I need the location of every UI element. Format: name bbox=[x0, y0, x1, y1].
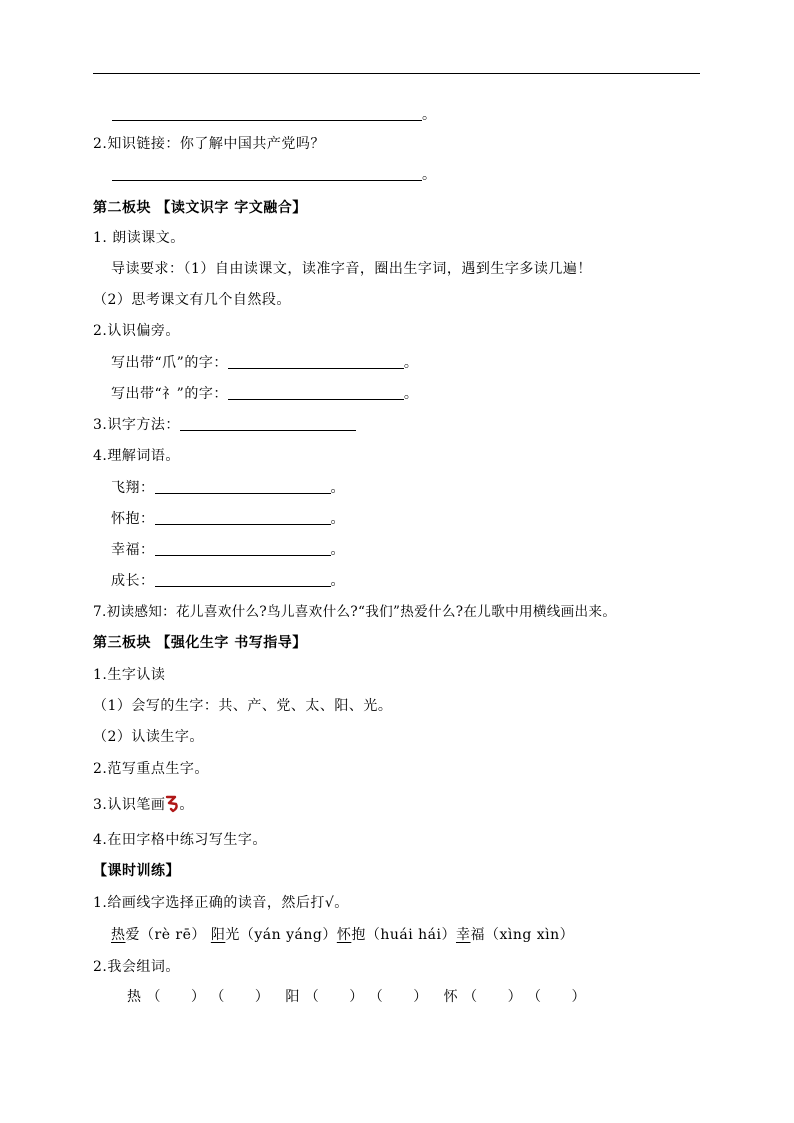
word-label: 怀抱： bbox=[111, 511, 155, 527]
s2-item-2: 2.认识偏旁。 bbox=[93, 323, 180, 339]
period: 。 bbox=[403, 355, 419, 371]
paren-close: ） bbox=[254, 989, 270, 1005]
period: 。 bbox=[422, 167, 437, 183]
answer-blank[interactable] bbox=[228, 385, 404, 400]
paren-open: （ bbox=[304, 989, 320, 1005]
word-row bbox=[111, 572, 345, 590]
answer-line-1 bbox=[112, 106, 437, 124]
s2-item-7: 7.初读感知：花儿喜欢什么?鸟儿喜欢什么?“我们”热爱什么?在儿歌中用横线画出来。 bbox=[93, 604, 617, 620]
answer-blank[interactable] bbox=[155, 479, 331, 494]
radical-prompt: 写出带“爪”的字： bbox=[111, 355, 228, 371]
s2-item-1-requirement: 导读要求：（1）自由读课文，读准字音，圈出生字词，遇到生字多读几遍！ bbox=[111, 261, 592, 277]
pinyin-option[interactable]: 爱（rè rē） bbox=[125, 927, 206, 943]
paren-open: （ bbox=[146, 989, 161, 1005]
pinyin-option[interactable]: 福（xìng xìn） bbox=[470, 927, 575, 943]
answer-blank[interactable] bbox=[155, 572, 331, 587]
answer-blank[interactable] bbox=[112, 166, 422, 181]
period: 。 bbox=[330, 573, 345, 589]
training-title: 【课时训练】 bbox=[93, 863, 180, 879]
section-2-title: 第二板块 【读文识字 字文融合】 bbox=[93, 200, 307, 216]
period: 。 bbox=[422, 107, 437, 123]
question-2: 2.知识链接：你了解中国共产党吗？ bbox=[93, 136, 325, 152]
method-prompt: 3.识字方法： bbox=[93, 417, 180, 433]
word-building-row bbox=[127, 988, 586, 1006]
training-q2: 2.我会组词。 bbox=[93, 959, 180, 975]
base-char: 热 bbox=[127, 989, 142, 1005]
paren-close: ） bbox=[413, 989, 428, 1005]
s3-item-1: 1.生字认读 bbox=[93, 667, 166, 683]
answer-blank[interactable] bbox=[155, 510, 331, 525]
s2-item-3 bbox=[93, 416, 356, 434]
s2-item-1: 1. 朗读课文。 bbox=[93, 230, 185, 246]
word-row bbox=[111, 479, 345, 497]
paren-open: （ bbox=[368, 989, 384, 1005]
word-label: 幸福： bbox=[111, 542, 155, 558]
paren-close: ） bbox=[190, 989, 206, 1005]
pinyin-option[interactable]: 光（yán yáng） bbox=[225, 927, 337, 943]
training-q1: 1.给画线字选择正确的读音，然后打√。 bbox=[93, 895, 349, 911]
paren-open: （ bbox=[210, 989, 225, 1005]
header-rule bbox=[93, 73, 700, 74]
paren-close: ） bbox=[507, 989, 523, 1005]
pinyin-choice-row bbox=[111, 926, 574, 944]
paren-close: ） bbox=[571, 989, 587, 1005]
stroke-hengzhezhewangou-icon bbox=[165, 795, 179, 813]
word-row bbox=[111, 510, 345, 528]
paren-open: （ bbox=[463, 989, 478, 1005]
s2-item-2a bbox=[111, 354, 418, 372]
word-label: 成长： bbox=[111, 573, 155, 589]
paren-close: ） bbox=[349, 989, 364, 1005]
underlined-char: 怀 bbox=[336, 927, 352, 943]
s3-item-3 bbox=[93, 795, 194, 814]
paren-open: （ bbox=[527, 989, 542, 1005]
s2-item-4: 4.理解词语。 bbox=[93, 448, 180, 464]
pinyin-option[interactable]: 抱（huái hái） bbox=[351, 927, 456, 943]
underlined-char: 阳 bbox=[210, 927, 226, 943]
stroke-prompt: 3.认识笔画 bbox=[93, 797, 166, 813]
base-char: 怀 bbox=[443, 989, 459, 1005]
s2-item-2b bbox=[111, 385, 418, 403]
radical-prompt: 写出带“礻”的字： bbox=[111, 386, 228, 402]
section-3-title: 第三板块 【强化生字 书写指导】 bbox=[93, 635, 307, 651]
base-char: 阳 bbox=[285, 989, 300, 1005]
s2-item-1-requirement-2: （2）思考课文有几个自然段。 bbox=[93, 292, 291, 308]
answer-line-2 bbox=[112, 166, 437, 184]
word-label: 飞翔： bbox=[111, 480, 155, 496]
s3-item-2: 2.范写重点生字。 bbox=[93, 761, 209, 777]
answer-blank[interactable] bbox=[112, 106, 422, 121]
s3-item-4: 4.在田字格中练习写生字。 bbox=[93, 832, 267, 848]
underlined-char: 热 bbox=[111, 927, 126, 943]
word-row bbox=[111, 541, 345, 559]
period: 。 bbox=[330, 511, 345, 527]
answer-blank[interactable] bbox=[155, 541, 331, 556]
s3-item-1b: （2）认读生字。 bbox=[93, 729, 204, 745]
period: 。 bbox=[330, 542, 345, 558]
answer-blank[interactable] bbox=[180, 416, 356, 431]
period: 。 bbox=[330, 480, 345, 496]
answer-blank[interactable] bbox=[228, 354, 404, 369]
s3-item-1a: （1）会写的生字：共、产、党、太、阳、光。 bbox=[93, 698, 393, 714]
period: 。 bbox=[403, 386, 419, 402]
period: 。 bbox=[179, 797, 194, 813]
underlined-char: 幸 bbox=[455, 927, 471, 943]
